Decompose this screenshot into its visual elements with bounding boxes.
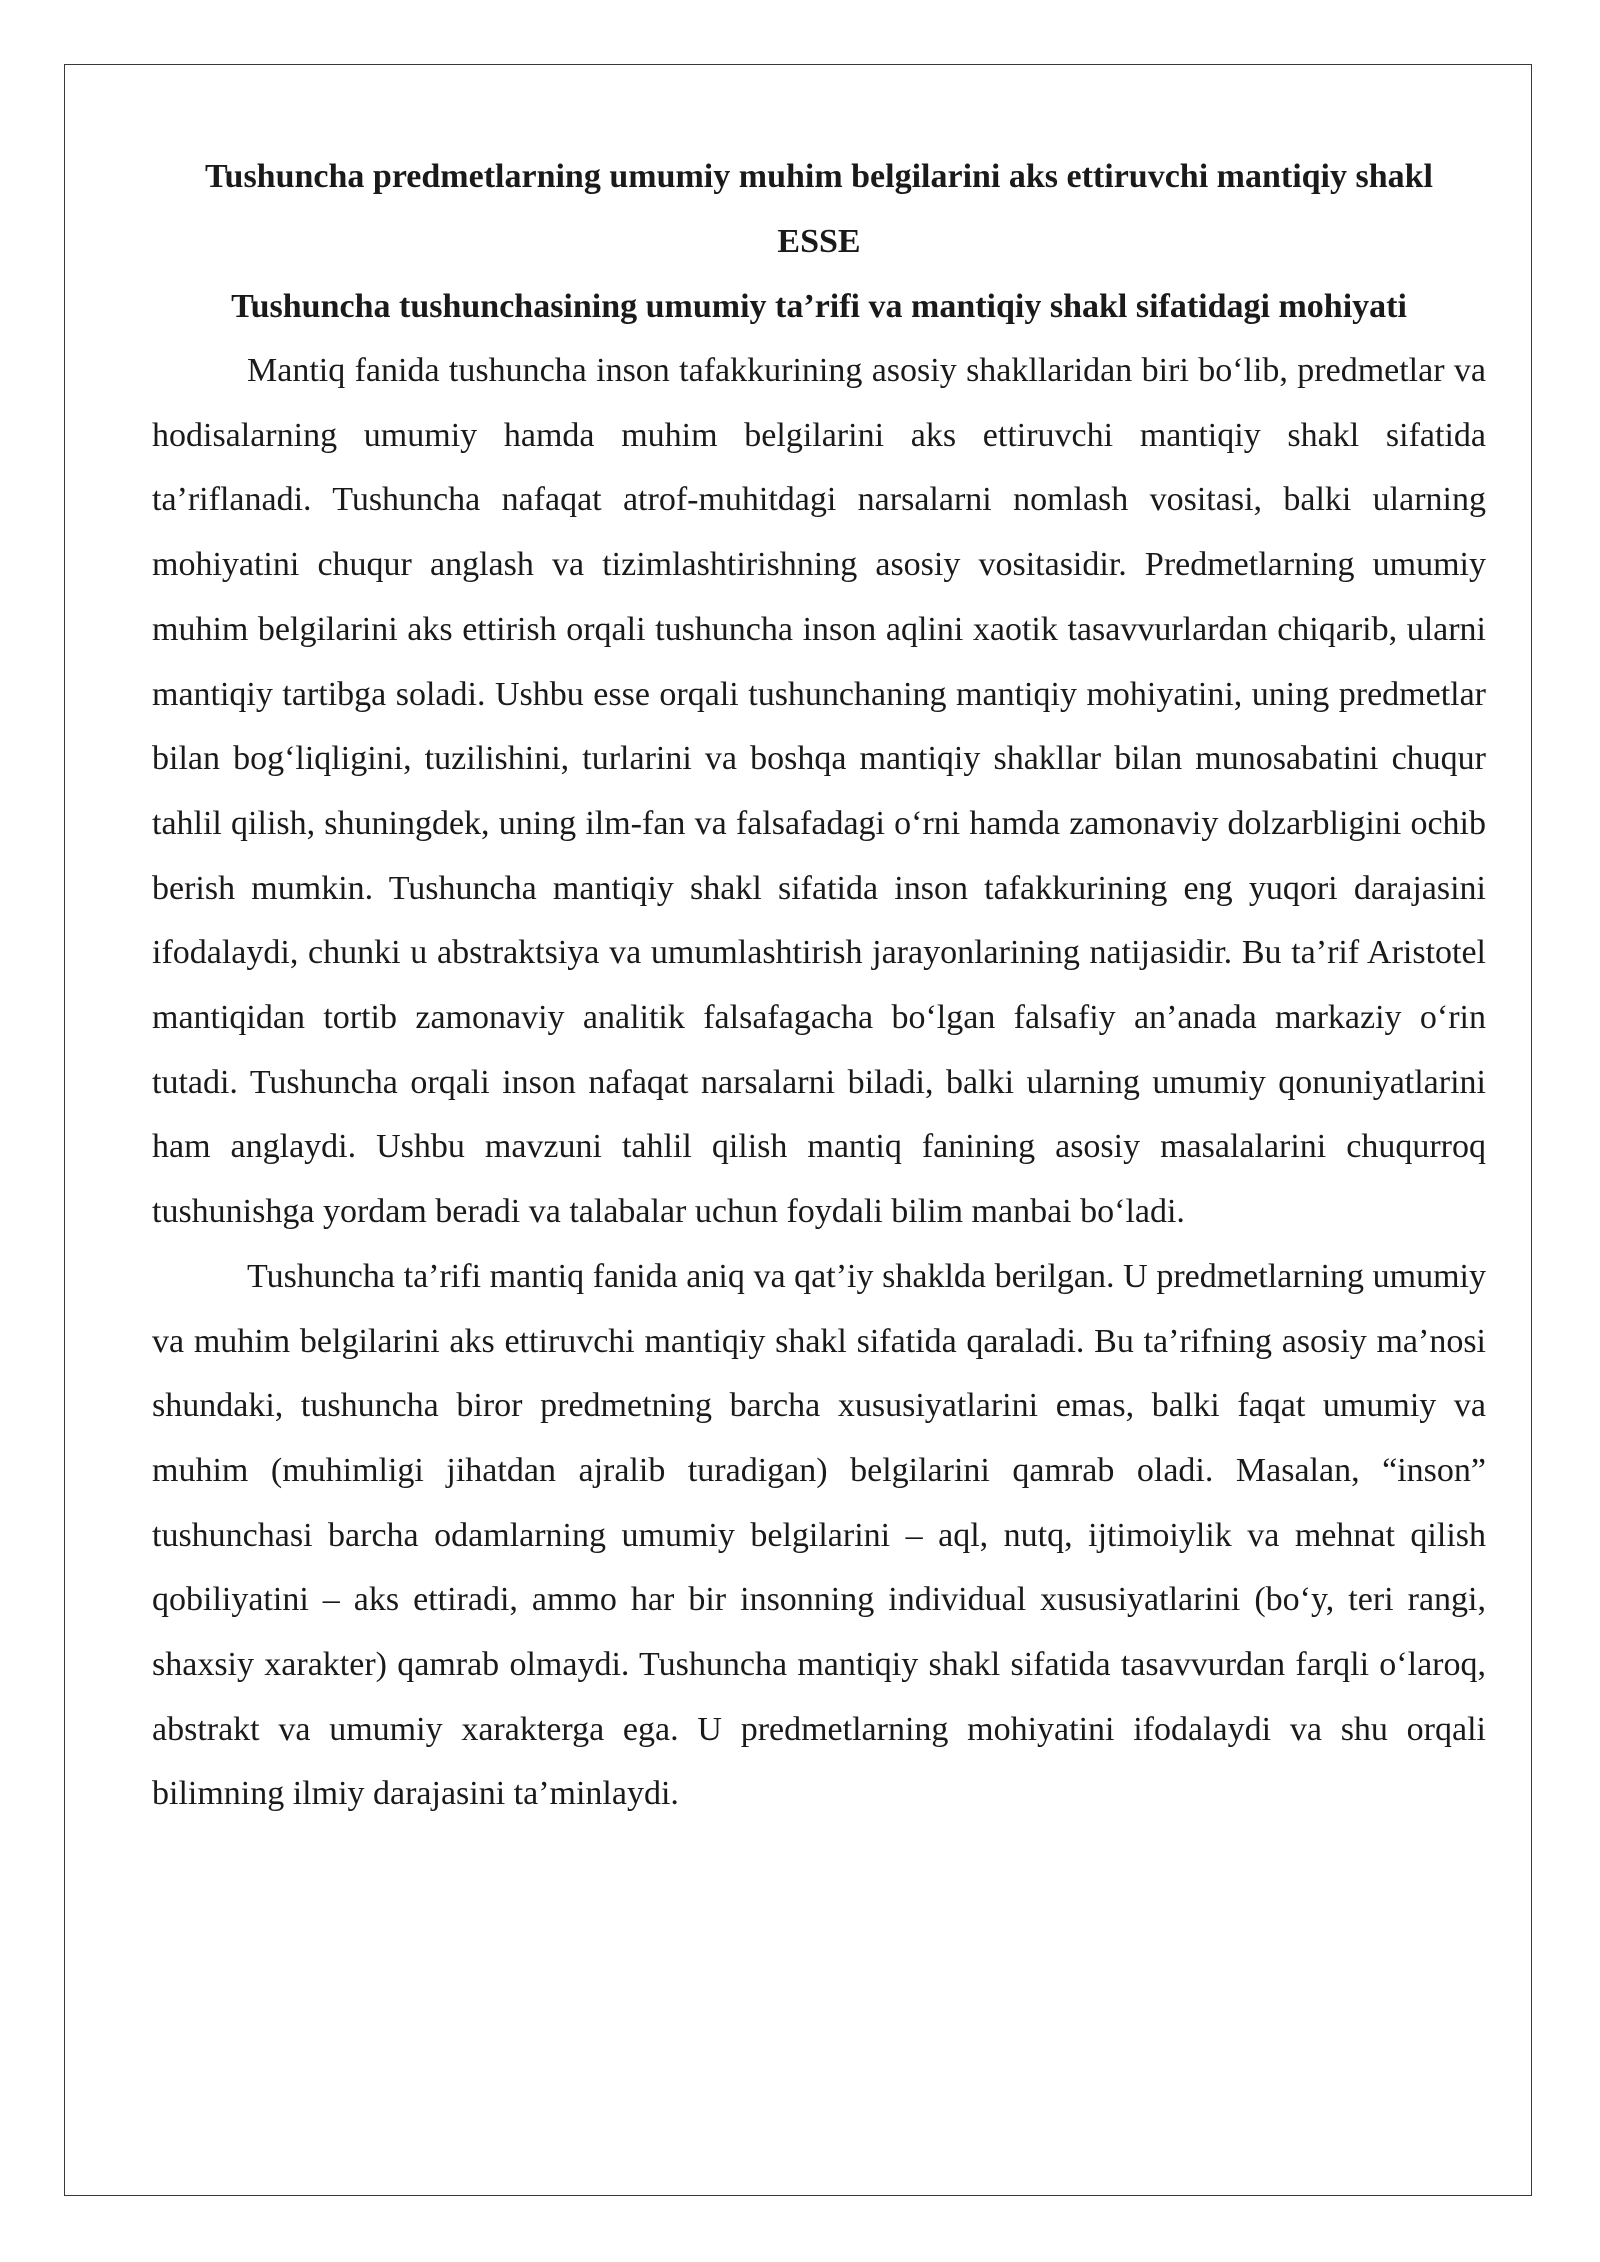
section-heading: Tushuncha tushunchasining umumiy ta’rifi va mantiqiy shakl sifatidagi mohiyati — [231, 288, 1407, 325]
document-body — [152, 144, 1486, 1827]
document-genre: ESSE — [777, 223, 861, 260]
title-block — [152, 144, 1486, 339]
paragraph-2: Tushuncha ta’rifi mantiq fanida aniq va qat’iy shaklda berilgan. U predmetlarning umumiy va muhim belgilarini aks ettiruvchi mantiqiy shakl sifatida qaraladi. Bu ta’rifning asosiy ma’nosi shundaki, tushuncha biror predmetning barcha xususiyatlarini emas, balki faqat umumiy va muhim (muhimligi jihatdan ajralib turadigan) belgilarini qamrab oladi. Masalan, “inson” tushunchasi barcha odamlarning umumiy belgilarini – aql, nutq, ijtimoiylik va mehnat qilish qobiliyatini – aks ettiradi, ammo har bir insonning individual xususiyatlarini (bo‘y, teri rangi, shaxsiy xarakter) qamrab olmaydi. Tushuncha mantiqiy shakl sifatida tasavvurdan farqli o‘laroq, abstrakt va umumiy xarakterga ega. U predmetlarning mohiyatini ifodalaydi va shu orqali bilimning ilmiy darajasini ta’minlaydi. — [152, 1257, 1486, 1813]
document-title: Tushuncha predmetlarning umumiy muhim belgilarini aks ettiruvchi mantiqiy shakl — [204, 158, 1434, 195]
paragraph-1: Mantiq fanida tushuncha inson tafakkurining asosiy shakllaridan biri bo‘lib, predmetlar va hodisalarning umumiy hamda muhim belgilarini aks ettiruvchi mantiqiy shakl sifatida ta’riflanadi. Tushuncha nafaqat atrof-muhitdagi narsalarni nomlash vositasi, balki ularning mohiyatini chuqur anglash va tizimlashtirishning asosiy vositasidir. Predmetlarning umumiy muhim belgilarini aks ettirish orqali tushuncha inson aqlini xaotik tasavvurlardan chiqarib, ularni mantiqiy tartibga soladi. Ushbu esse orqali tushunchaning mantiqiy mohiyatini, uning predmetlar bilan bog‘liqligini, tuzilishini, turlarini va boshqa mantiqiy shakllar bilan munosabatini chuqur tahlil qilish, shuningdek, uning ilm-fan va falsafadagi o‘rni hamda zamonaviy dolzarbligini ochib berish mumkin. Tushuncha mantiqiy shakl sifatida inson tafakkurining eng yuqori darajasini ifodalaydi, chunki u abstraktsiya va umumlashtirish jarayonlarining natijasidir. Bu ta’rif Aristotel mantiqidan tortib zamonaviy analitik falsafagacha bo‘lgan falsafiy an’anada markaziy o‘rin tutadi. Tushuncha orqali inson nafaqat narsalarni biladi, balki ularning umumiy qonuniyatlarini ham anglaydi. Ushbu mavzuni tahlil qilish mantiq fanining asosiy masalalarini chuqurroq tushunishga yordam beradi va talabalar uchun foydali bilim manbai bo‘ladi. — [152, 352, 1486, 1231]
